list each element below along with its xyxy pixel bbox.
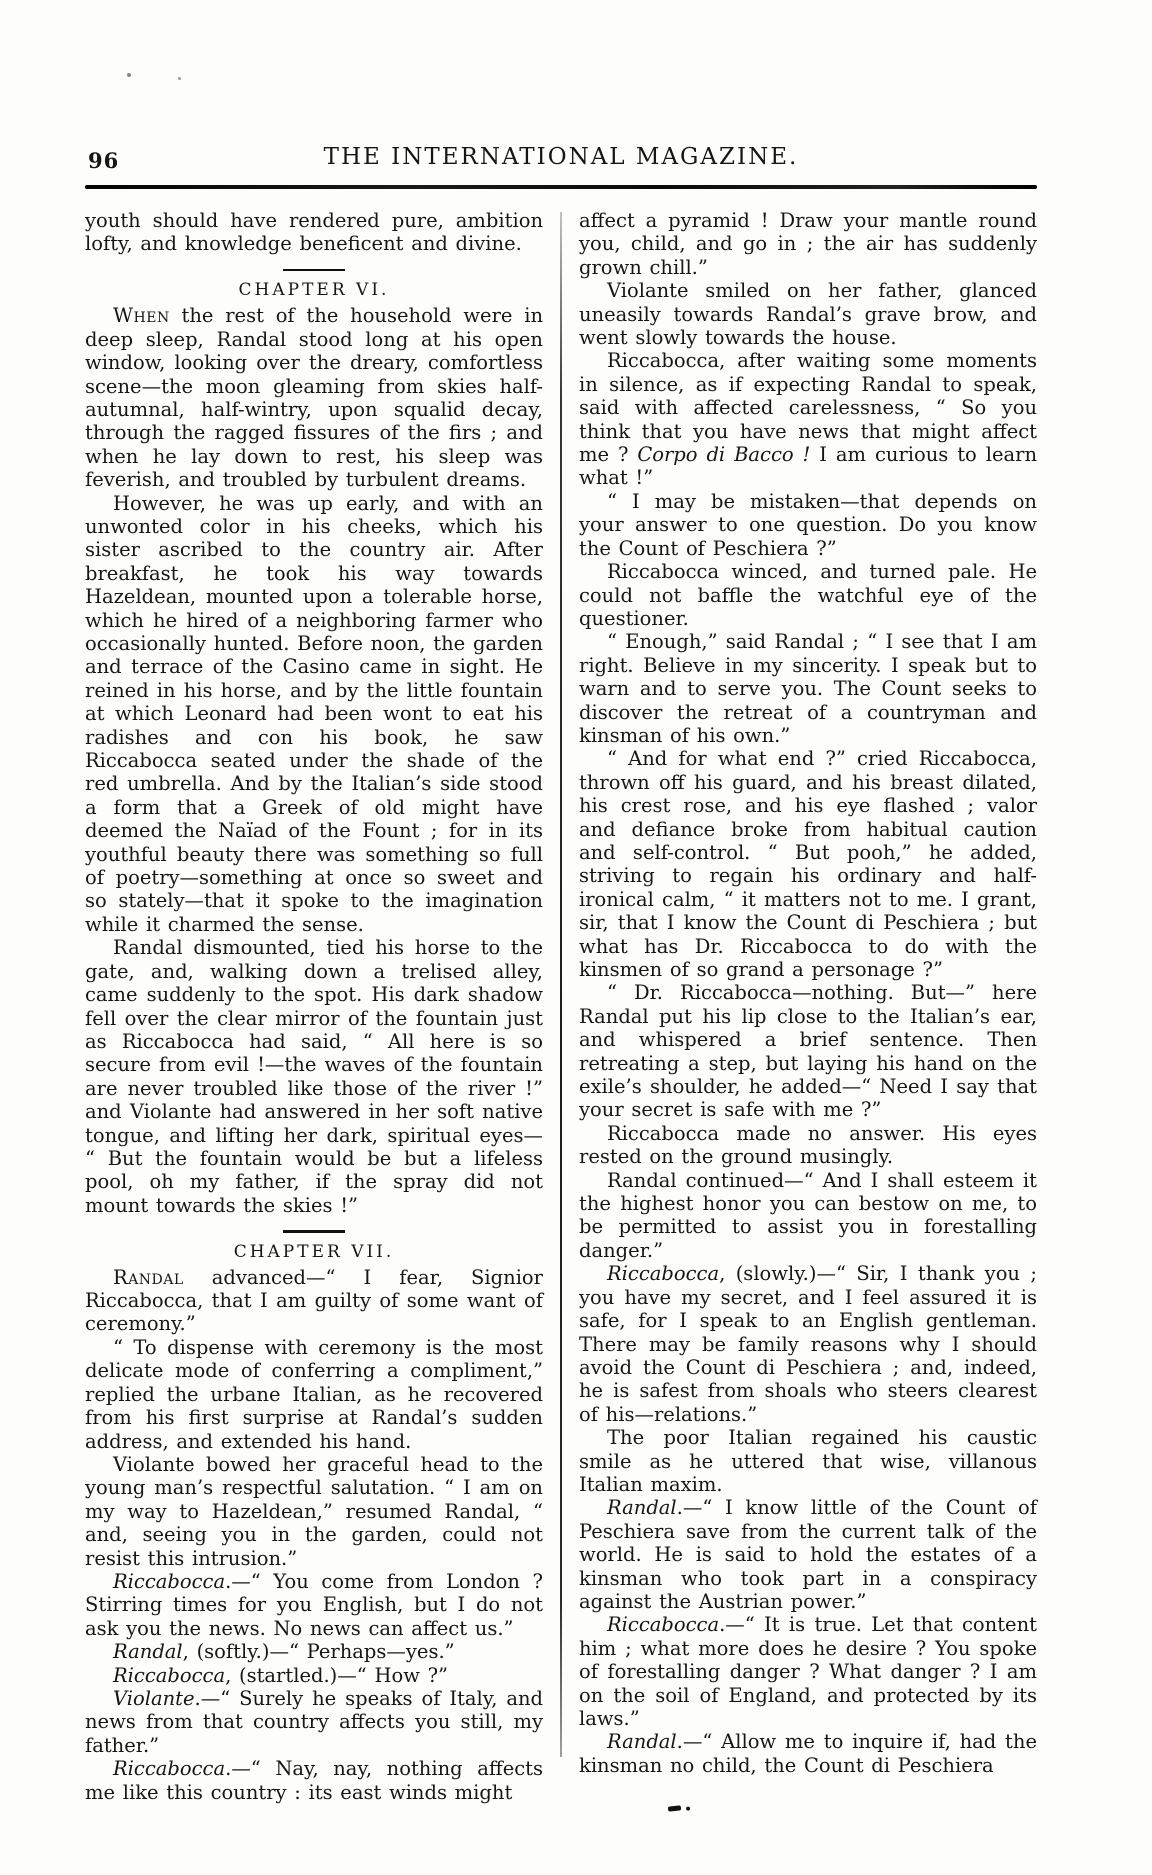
- text-run: , (slowly.)—“ Sir, I thank you ; you have my secret, and I feel assured it is safe, for I speak to an English gentleman. There may be family reasons why I should avoid the Count di Peschiera ; and, indeed, he is safest from shoals who steers clearest of his—relations.”: [579, 1262, 1037, 1426]
- column-left: [85, 209, 543, 1804]
- paragraph: [85, 304, 543, 491]
- paragraph: [579, 1262, 1037, 1426]
- text-run: “ Enough,” said Randal ; “ I see that I am right. Believe in my sincerity. I speak but to warn and to serve you. The Count seeks to discover the retreat of a countryman and kinsman of his own.”: [579, 630, 1037, 747]
- paragraph: [579, 630, 1037, 747]
- text-run: Riccabocca made no answer. His eyes rested on the ground musingly.: [579, 1121, 1037, 1169]
- text-run: .—“ You come from London ? Stirring times for you English, but I do not ask you the news. No news can affect us.”: [85, 1569, 543, 1640]
- text-run: youth should have rendered pure, ambition lofty, and knowledge beneficent and divine.: [85, 209, 543, 256]
- paragraph: [579, 209, 1037, 279]
- paragraph: [85, 1757, 543, 1804]
- text-run: Violante smiled on her father, glanced uneasily towards Randal’s grave brow, and went slowly towards the house.: [579, 279, 1037, 350]
- italic-run: Riccabocca: [113, 1757, 226, 1781]
- text-run: .—“ Nay, nay, nothing affects me like this country : its east winds might: [85, 1757, 543, 1804]
- paragraph: [579, 1613, 1037, 1730]
- paragraph: [85, 1336, 543, 1453]
- italic-run: Randal: [113, 1640, 183, 1664]
- ink-smudge: [668, 1805, 681, 1811]
- smallcaps-lead: When: [113, 304, 170, 328]
- paragraph: [85, 1453, 543, 1570]
- column-divider-rule: [560, 212, 562, 1757]
- paragraph: [85, 492, 543, 937]
- text-run: Violante bowed her graceful head to the young man’s respectful salutation. “ I am on my way to Hazeldean,” resumed Randal, “ and, seeing you in the garden, could not resist this intrusion.”: [85, 1452, 543, 1570]
- text-run: , (softly.)—“ Perhaps—yes.”: [182, 1640, 455, 1664]
- smallcaps-lead: Randal: [113, 1265, 184, 1289]
- section-divider-rule: [283, 1230, 345, 1233]
- folio-page-number: 96: [88, 148, 120, 173]
- text-run: advanced—“ I fear, Signior Riccabocca, that I am guilty of some want of ceremony.”: [85, 1265, 543, 1336]
- text-run: .—“ I know little of the Count of Peschiera save from the current talk of the world. He is said to hold the estates of a kinsman who took part in a conspiracy against the Austrian power.”: [579, 1496, 1037, 1613]
- italic-run: Riccabocca: [607, 1613, 720, 1637]
- paragraph: [579, 560, 1037, 630]
- text-run: I am curious to learn what !”: [579, 443, 1037, 490]
- paragraph: [579, 981, 1037, 1121]
- masthead-title: THE INTERNATIONAL MAGAZINE.: [323, 144, 799, 170]
- chapter-heading: CHAPTER VI.: [238, 280, 390, 301]
- text-run: However, he was up early, and with an unwonted color in his cheeks, which his sister ascribed to the country air. After breakfast, he took his way towards Hazeldean, mounted upon a tolerable horse, which he hired of a neighboring farmer who occasionally hunted. Before noon, the garden and terrace of the Casino came in sight. He reined in his horse, and by the little fountain at which Leonard had been wont to eat his radishes and con his book, he saw Riccabocca seated under the shade of the red umbrella. And by the Italian’s side stood a form that a Greek of old might have deemed the Naïad of the Fount ; for in its youthful beauty there was something so full of poetry—something at once so sweet and so stately—that it spoke to the imagination while it charmed the sense.: [85, 491, 543, 936]
- italic-run: Corpo di Bacco !: [637, 443, 811, 467]
- chapter-heading: CHAPTER VII.: [233, 1241, 395, 1262]
- text-run: Riccabocca, after waiting some moments in silence, as if expecting Randal to speak, said with affected carelessness, “ So you think that you have news that might affect me ?: [579, 349, 1037, 467]
- paragraph: [85, 1664, 543, 1687]
- text-run: Riccabocca winced, and turned pale. He could not baffle the watchful eye of the questioner.: [579, 560, 1037, 630]
- italic-run: Riccabocca: [113, 1569, 226, 1593]
- paragraph: [579, 1730, 1037, 1777]
- italic-run: Riccabocca: [113, 1663, 226, 1687]
- paragraph: [85, 936, 543, 1217]
- paragraph: [579, 1426, 1037, 1496]
- paragraph: [85, 1687, 543, 1757]
- scan-speck: [127, 73, 131, 77]
- text-run: “ I may be mistaken—that depends on your answer to one question. Do you know the Count of Peschiera ?”: [579, 489, 1037, 560]
- paragraph: [579, 279, 1037, 349]
- paragraph: [579, 349, 1037, 489]
- header-rule: [85, 185, 1037, 189]
- paragraph: [579, 490, 1037, 560]
- text-run: Randal dismounted, tied his horse to the gate, and, walking down a trelised alley, came suddenly to the spot. His dark shadow fell over the clear mirror of the fountain just as Riccabocca had said, “ All here is so secure from evil !—the waves of the fountain are never troubled like those of the river !” and Violante had answered in her soft native tongue, and lifting her dark, spiritual eyes— “ But the fountain would be but a lifeless pool, oh my father, if the spray did not mount towards the skies !”: [85, 936, 543, 1217]
- text-run: “ And for what end ?” cried Riccabocca, thrown off his guard, and his breast dilated, his crest rose, and his eye flashed ; valor and defiance broke from habitual caution and self-control. “ But pooh,” he added, striving to regain his ordinary and half-ironical calm, “ it matters not to me. I grant, sir, that I know the Count di Peschiera ; but what has Dr. Riccabocca to do with the kinsmen of so grand a personage ?”: [579, 747, 1037, 981]
- paragraph: [85, 1570, 543, 1640]
- column-right: [579, 209, 1037, 1777]
- italic-run: Randal: [607, 1496, 677, 1520]
- scan-speck: [178, 77, 181, 80]
- paragraph: [85, 1640, 543, 1663]
- paragraph: [579, 747, 1037, 981]
- text-run: .—“ It is true. Let that content him ; what more does he desire ? You spoke of forestalling danger ? What danger ? I am on the soil of England, and protected by its laws.”: [579, 1613, 1037, 1730]
- text-run: “ Dr. Riccabocca—nothing. But—” here Randal put his lip close to the Italian’s ear, and whispered a brief sentence. Then retreating a step, but laying his hand on the exile’s shoulder, he added—“ Need I say that your secret is safe with me ?”: [579, 981, 1037, 1122]
- text-run: affect a pyramid ! Draw your mantle round you, child, and go in ; the air has suddenly grown chill.”: [579, 209, 1037, 279]
- text-run: Randal continued—“ And I shall esteem it the highest honor you can bestow on me, to be permitted to assist you in forestalling danger.”: [579, 1168, 1037, 1262]
- text-run: “ To dispense with ceremony is the most delicate mode of conferring a compliment,” replied the urbane Italian, as he recovered from his first surprise at Randal’s sudden address, and extended his hand.: [85, 1335, 543, 1453]
- text-run: .—“ Surely he speaks of Italy, and news from that country affects you still, my father.”: [85, 1686, 543, 1757]
- paragraph: [85, 209, 543, 256]
- italic-run: Riccabocca: [607, 1262, 720, 1286]
- section-divider-rule: [283, 269, 345, 272]
- paragraph: [579, 1496, 1037, 1613]
- paragraph: [579, 1122, 1037, 1169]
- paragraph: [85, 1266, 543, 1336]
- text-run: the rest of the household were in deep sleep, Randal stood long at his open window, looking over the dreary, comfortless scene—the moon gleaming from skies half-autumnal, half-wintry, upon squalid decay, through the ragged fissures of the firs ; and when he lay down to rest, his sleep was feverish, and troubled by turbulent dreams.: [85, 304, 543, 492]
- italic-run: Violante: [113, 1686, 195, 1710]
- paragraph: [579, 1169, 1037, 1263]
- text-run: .—“ Allow me to inquire if, had the kinsman no child, the Count di Peschiera: [579, 1730, 1037, 1777]
- italic-run: Randal: [607, 1730, 677, 1754]
- text-run: , (startled.)—“ How ?”: [225, 1663, 449, 1687]
- text-run: The poor Italian regained his caustic smile as he uttered that wise, villanous Italian maxim.: [579, 1426, 1037, 1496]
